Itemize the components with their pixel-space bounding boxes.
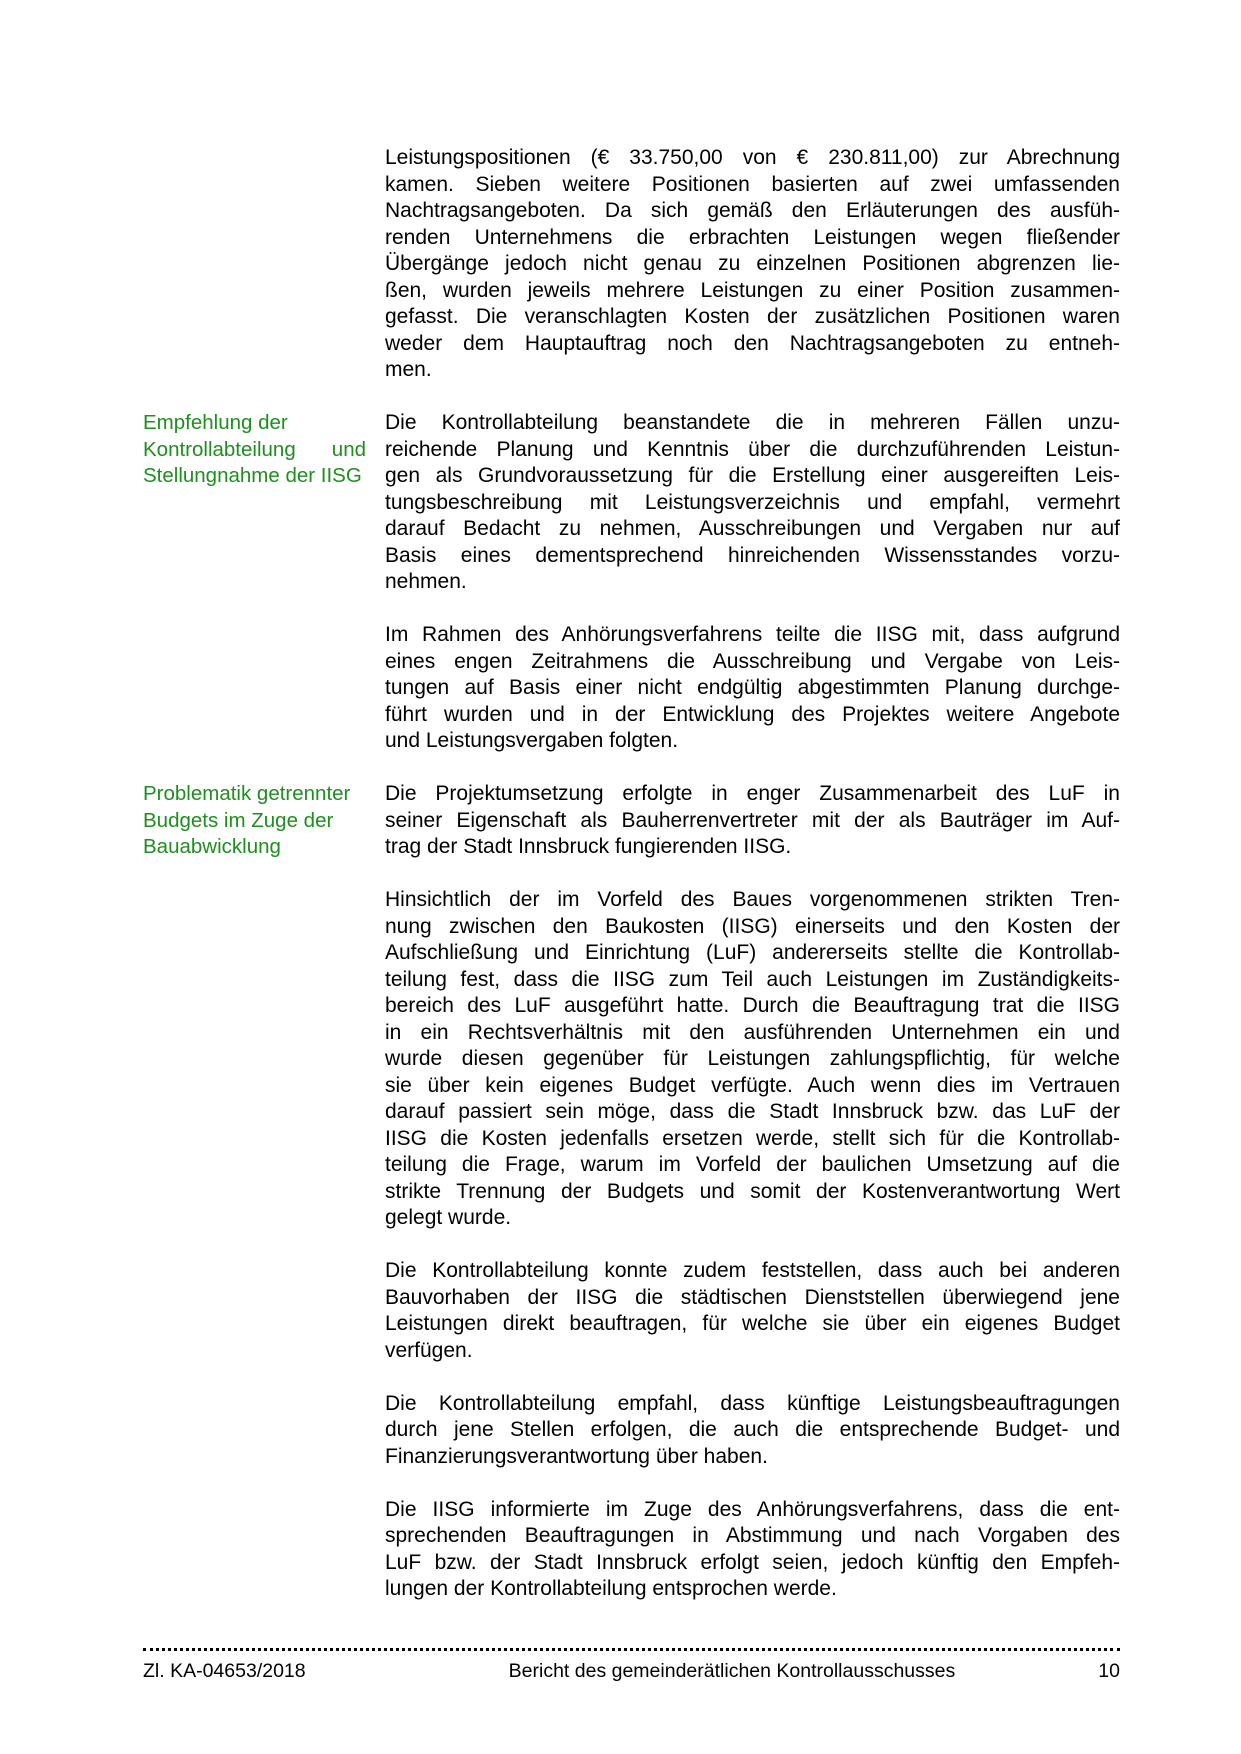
body-text-line: tungsbeschreibung mit Leistungsverzeichnis und empfahl, vermehrt	[385, 490, 1120, 514]
body-text-line: Leistungen direkt beauftragen, für welche sie über ein eigenes Budget	[385, 1312, 1120, 1335]
body-text-line: weder dem Hauptauftrag noch den Nachtragsangeboten zu entneh-	[385, 331, 1120, 355]
margin-label-line: Stellungnahme der IISG	[143, 464, 362, 487]
body-text-line: strikte Trennung der Budgets und somit der Kostenverantwortung Wert	[385, 1179, 1120, 1203]
body-text-line: wurde diesen gegenüber für Leistungen zahlungspflichtig, für welche	[385, 1047, 1120, 1070]
body-text-line: LuF bzw. der Stadt Innsbruck erfolgt seien, jedoch künftig den Empfeh-	[385, 1550, 1120, 1574]
footer-reference: Zl. KA-04653/2018	[143, 1660, 306, 1682]
body-text-line: Die IISG informierte im Zuge des Anhörungsverfahrens, dass die ent-	[385, 1497, 1120, 1521]
body-text-line: Basis eines dementsprechend hinreichenden Wissensstandes vorzu-	[385, 543, 1120, 567]
body-text-line: darauf Bedacht zu nehmen, Ausschreibungen und Vergaben nur auf	[385, 517, 1120, 540]
body-text-line: sie über kein eigenes Budget verfügte. Auch wenn dies im Vertrauen	[385, 1073, 1120, 1097]
paragraph-text	[385, 781, 1120, 861]
body-text-line: Übergänge jedoch nicht genau zu einzelnen Positionen abgrenzen lie-	[385, 252, 1120, 275]
body-text-line: renden Unternehmens die erbrachten Leistungen wegen fließender	[385, 225, 1120, 249]
body-text-line: eines engen Zeitrahmens die Ausschreibung und Vergabe von Leis-	[385, 649, 1120, 673]
body-text-line: Leistungspositionen (€ 33.750,00 von € 230.811,00) zur Abrechnung	[385, 146, 1120, 169]
paragraph-text	[385, 1258, 1120, 1364]
body-text-line: Finanzierungsverantwortung über haben.	[385, 1444, 768, 1468]
body-text-line: nung zwischen den Baukosten (IISG) einerseits und den Kosten der	[385, 914, 1120, 938]
paragraph-block	[143, 410, 1120, 596]
body-text-line: in ein Rechtsverhältnis mit den ausführenden Unternehmen ein und	[385, 1020, 1120, 1044]
body-text-line: führt wurden und in der Entwicklung des Projektes weitere Angebote	[385, 702, 1120, 726]
body-text-line: ßen, wurden jeweils mehrere Leistungen zu einer Position zusammen-	[385, 278, 1120, 302]
body-text-line: gen als Grundvoraussetzung für die Erstellung einer ausgereiften Leis-	[385, 464, 1120, 487]
body-text-line: Hinsichtlich der im Vorfeld des Baues vorgenommenen strikten Tren-	[385, 888, 1120, 911]
margin-label-line: Budgets im Zuge der	[143, 808, 334, 832]
body-text-line: sprechenden Beauftragungen in Abstimmung und nach Vorgaben des	[385, 1524, 1120, 1547]
margin-label-line: Problematik getrennter	[143, 782, 351, 805]
paragraph-text	[385, 887, 1120, 1232]
margin-label-line: Empfehlung der	[143, 411, 288, 434]
footer-page-number: 10	[1098, 1660, 1120, 1682]
content-blocks	[143, 145, 1120, 1629]
paragraph-block	[143, 1497, 1120, 1603]
paragraph-block	[143, 1258, 1120, 1364]
body-text-line: nehmen.	[385, 570, 467, 593]
body-text-line: durch jene Stellen erfolgen, die auch die entsprechende Budget- und	[385, 1418, 1120, 1441]
paragraph-text	[385, 1391, 1120, 1471]
body-text-line: teilung die Frage, warum im Vorfeld der baulichen Umsetzung auf die	[385, 1153, 1120, 1176]
body-text-line: darauf passiert sein möge, dass die Stadt Innsbruck bzw. das LuF der	[385, 1100, 1120, 1123]
body-text-line: verfügen.	[385, 1338, 473, 1362]
margin-label	[143, 410, 385, 490]
body-text-line: Nachtragsangeboten. Da sich gemäß den Erläuterungen des ausfüh-	[385, 199, 1120, 222]
body-text-line: Die Kontrollabteilung konnte zudem feststellen, dass auch bei anderen	[385, 1259, 1120, 1282]
paragraph-block	[143, 145, 1120, 384]
body-text-line: lungen der Kontrollabteilung entsprochen werde.	[385, 1577, 837, 1600]
paragraph-text	[385, 410, 1120, 596]
paragraph-text	[385, 145, 1120, 384]
body-text-line: und Leistungsvergaben folgten.	[385, 729, 679, 752]
body-text-line: Die Kontrollabteilung beanstandete die in mehreren Fällen unzu-	[385, 411, 1120, 434]
body-text-line: gefasst. Die veranschlagten Kosten der zusätzlichen Positionen waren	[385, 305, 1120, 328]
body-text-line: seiner Eigenschaft als Bauherrenvertreter mit der als Bauträger im Auf-	[385, 808, 1120, 832]
body-text-line: gelegt wurde.	[385, 1206, 512, 1229]
body-text-line: Bauvorhaben der IISG die städtischen Dienststellen überwiegend jene	[385, 1285, 1120, 1309]
body-text-line: reichende Planung und Kenntnis über die durchzuführenden Leistun-	[385, 437, 1120, 461]
paragraph-block	[143, 1391, 1120, 1471]
paragraph-block	[143, 622, 1120, 755]
body-text-line: teilung fest, dass die IISG zum Teil auch Leistungen im Zuständigkeits-	[385, 967, 1120, 991]
page-footer	[143, 1648, 1120, 1683]
paragraph-text	[385, 1497, 1120, 1603]
margin-label-line: Bauabwicklung	[143, 835, 281, 858]
body-text-line: kamen. Sieben weitere Positionen basierten auf zwei umfassenden	[385, 172, 1120, 196]
margin-label	[143, 781, 385, 861]
body-text-line: Aufschließung und Einrichtung (LuF) andererseits stellte die Kontrollab-	[385, 941, 1120, 964]
paragraph-block	[143, 781, 1120, 861]
paragraph-block	[143, 887, 1120, 1232]
footer-row	[143, 1659, 1120, 1683]
body-text-line: Die Kontrollabteilung empfahl, dass künftige Leistungsbeauftragungen	[385, 1391, 1120, 1415]
body-text-line: tungen auf Basis einer nicht endgültig abgestimmten Planung durchge-	[385, 676, 1120, 699]
footer-report-title: Bericht des gemeinderätlichen Kontrollausschusses	[508, 1660, 956, 1682]
footer-divider	[143, 1648, 1120, 1651]
paragraph-text	[385, 622, 1120, 755]
body-text-line: Im Rahmen des Anhörungsverfahrens teilte die IISG mit, dass aufgrund	[385, 623, 1120, 646]
margin-label-line: Kontrollabteilung und	[143, 437, 366, 461]
body-text-line: trag der Stadt Innsbruck fungierenden IISG.	[385, 835, 792, 858]
body-text-line: IISG die Kosten jedenfalls ersetzen werde, stellt sich für die Kontrollab-	[385, 1126, 1120, 1150]
body-text-line: Die Projektumsetzung erfolgte in enger Zusammenarbeit des LuF in	[385, 782, 1120, 805]
body-text-line: men.	[385, 358, 432, 381]
body-text-line: bereich des LuF ausgeführt hatte. Durch die Beauftragung trat die IISG	[385, 994, 1120, 1017]
